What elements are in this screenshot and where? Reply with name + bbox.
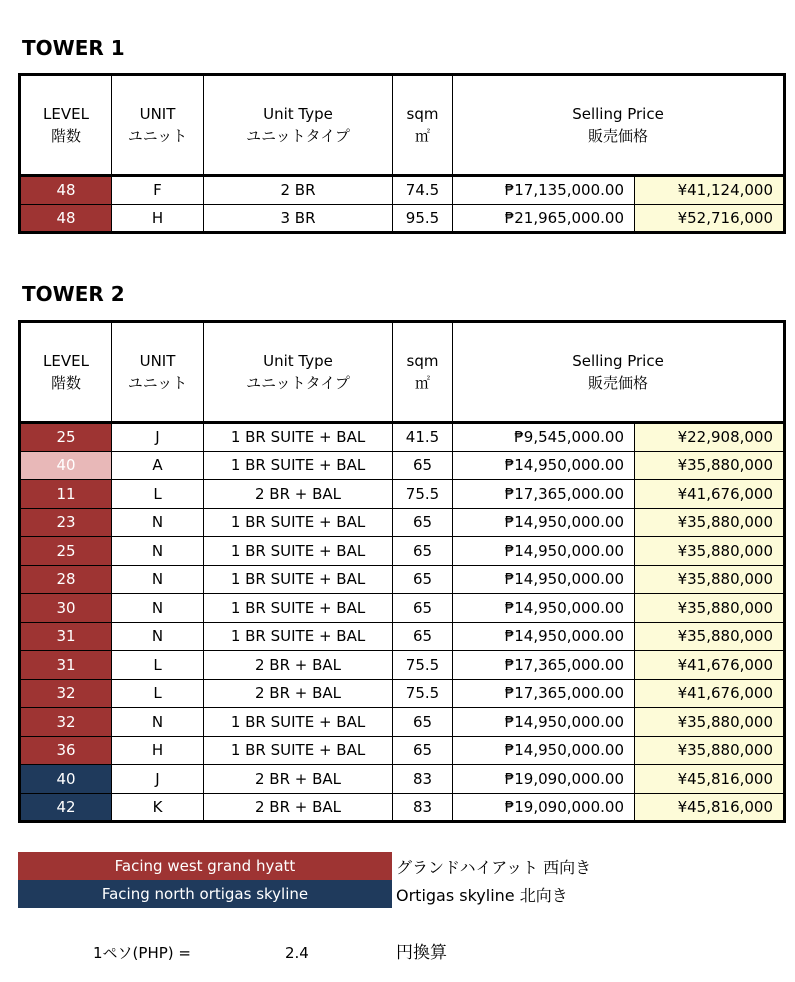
- peso-price-cell: ₱14,950,000.00: [453, 537, 635, 566]
- table-row: [20, 565, 785, 594]
- table-row: [20, 480, 785, 509]
- sqm-cell: 83: [393, 793, 453, 822]
- level-cell: 25: [20, 537, 112, 566]
- unit-cell: K: [112, 793, 204, 822]
- exchange-rate-suffix: 円換算: [396, 943, 447, 963]
- legend-north-swatch: Facing north ortigas skyline: [18, 880, 392, 908]
- level-cell: 31: [20, 622, 112, 651]
- peso-price-cell: ₱19,090,000.00: [453, 793, 635, 822]
- unit-cell: N: [112, 508, 204, 537]
- unit-cell: L: [112, 651, 204, 680]
- table-row: [20, 651, 785, 680]
- yen-price-cell: ¥35,880,000: [635, 622, 785, 651]
- level-header: LEVEL 階数: [20, 75, 112, 176]
- unit-type-cell: 2 BR + BAL: [204, 480, 393, 509]
- unit-cell: N: [112, 565, 204, 594]
- peso-price-cell: ₱17,365,000.00: [453, 480, 635, 509]
- unit-type-header: Unit Type ユニットタイプ: [204, 322, 393, 423]
- sqm-cell: 95.5: [393, 204, 453, 233]
- unit-type-cell: 1 BR SUITE + BAL: [204, 508, 393, 537]
- peso-price-cell: ₱14,950,000.00: [453, 451, 635, 480]
- table-row: [20, 736, 785, 765]
- exchange-rate-value: 2.4: [285, 944, 309, 962]
- legend-west-swatch: Facing west grand hyatt: [18, 852, 392, 880]
- sqm-cell: 65: [393, 508, 453, 537]
- unit-header: UNIT ユニット: [112, 322, 204, 423]
- unit-type-cell: 1 BR SUITE + BAL: [204, 594, 393, 623]
- yen-price-cell: ¥41,124,000: [635, 176, 785, 205]
- unit-cell: L: [112, 480, 204, 509]
- sqm-cell: 74.5: [393, 176, 453, 205]
- peso-price-cell: ₱14,950,000.00: [453, 565, 635, 594]
- sqm-cell: 65: [393, 594, 453, 623]
- unit-type-cell: 1 BR SUITE + BAL: [204, 708, 393, 737]
- unit-type-cell: 1 BR SUITE + BAL: [204, 736, 393, 765]
- unit-type-cell: 1 BR SUITE + BAL: [204, 565, 393, 594]
- table-row: [20, 451, 785, 480]
- unit-type-cell: 1 BR SUITE + BAL: [204, 451, 393, 480]
- unit-cell: H: [112, 736, 204, 765]
- level-cell: 32: [20, 679, 112, 708]
- unit-type-cell: 1 BR SUITE + BAL: [204, 423, 393, 452]
- level-cell: 40: [20, 451, 112, 480]
- unit-cell: A: [112, 451, 204, 480]
- table-row: [20, 679, 785, 708]
- unit-type-cell: 2 BR + BAL: [204, 679, 393, 708]
- level-cell: 31: [20, 651, 112, 680]
- sqm-cell: 65: [393, 537, 453, 566]
- legend-west-jp: グランドハイアット 西向き: [396, 857, 592, 877]
- unit-cell: F: [112, 176, 204, 205]
- yen-price-cell: ¥35,880,000: [635, 736, 785, 765]
- level-cell: 42: [20, 793, 112, 822]
- level-cell: 11: [20, 480, 112, 509]
- unit-cell: L: [112, 679, 204, 708]
- peso-price-cell: ₱14,950,000.00: [453, 622, 635, 651]
- unit-type-header: Unit Type ユニットタイプ: [204, 75, 393, 176]
- header-row: [20, 75, 785, 176]
- tower-1-title: TOWER 1: [22, 36, 125, 60]
- level-cell: 48: [20, 176, 112, 205]
- level-cell: 25: [20, 423, 112, 452]
- peso-price-cell: ₱21,965,000.00: [453, 204, 635, 233]
- yen-price-cell: ¥52,716,000: [635, 204, 785, 233]
- tower-1-table: [18, 73, 786, 234]
- unit-type-cell: 2 BR: [204, 176, 393, 205]
- level-cell: 40: [20, 765, 112, 794]
- unit-header: UNIT ユニット: [112, 75, 204, 176]
- level-cell: 36: [20, 736, 112, 765]
- unit-cell: N: [112, 594, 204, 623]
- unit-type-cell: 2 BR + BAL: [204, 651, 393, 680]
- yen-price-cell: ¥35,880,000: [635, 594, 785, 623]
- table-row: [20, 793, 785, 822]
- table-row: [20, 708, 785, 737]
- sqm-cell: 65: [393, 451, 453, 480]
- peso-price-cell: ₱14,950,000.00: [453, 594, 635, 623]
- legend-north: [18, 880, 568, 908]
- sqm-cell: 75.5: [393, 651, 453, 680]
- table-row: [20, 537, 785, 566]
- selling-price-header: Selling Price 販売価格: [453, 75, 785, 176]
- peso-price-cell: ₱14,950,000.00: [453, 736, 635, 765]
- sqm-cell: 83: [393, 765, 453, 794]
- yen-price-cell: ¥35,880,000: [635, 508, 785, 537]
- table-row: [20, 204, 785, 233]
- table-row: [20, 176, 785, 205]
- unit-type-cell: 1 BR SUITE + BAL: [204, 622, 393, 651]
- peso-price-cell: ₱19,090,000.00: [453, 765, 635, 794]
- unit-type-cell: 3 BR: [204, 204, 393, 233]
- sqm-cell: 41.5: [393, 423, 453, 452]
- unit-type-cell: 2 BR + BAL: [204, 793, 393, 822]
- level-cell: 28: [20, 565, 112, 594]
- yen-price-cell: ¥35,880,000: [635, 537, 785, 566]
- level-cell: 32: [20, 708, 112, 737]
- unit-cell: J: [112, 423, 204, 452]
- yen-price-cell: ¥35,880,000: [635, 451, 785, 480]
- level-cell: 23: [20, 508, 112, 537]
- unit-cell: N: [112, 708, 204, 737]
- yen-price-cell: ¥41,676,000: [635, 679, 785, 708]
- unit-cell: N: [112, 622, 204, 651]
- level-cell: 48: [20, 204, 112, 233]
- legend-west: [18, 852, 591, 880]
- unit-type-cell: 2 BR + BAL: [204, 765, 393, 794]
- yen-price-cell: ¥41,676,000: [635, 651, 785, 680]
- peso-price-cell: ₱14,950,000.00: [453, 708, 635, 737]
- level-cell: 30: [20, 594, 112, 623]
- header-row: [20, 322, 785, 423]
- peso-price-cell: ₱17,135,000.00: [453, 176, 635, 205]
- yen-price-cell: ¥22,908,000: [635, 423, 785, 452]
- tower-2-table: [18, 320, 786, 823]
- peso-price-cell: ₱17,365,000.00: [453, 651, 635, 680]
- sqm-cell: 65: [393, 622, 453, 651]
- sqm-cell: 65: [393, 708, 453, 737]
- unit-cell: J: [112, 765, 204, 794]
- yen-price-cell: ¥45,816,000: [635, 793, 785, 822]
- tower-2-title: TOWER 2: [22, 282, 125, 306]
- table-row: [20, 508, 785, 537]
- level-header: LEVEL 階数: [20, 322, 112, 423]
- yen-price-cell: ¥35,880,000: [635, 565, 785, 594]
- table-row: [20, 594, 785, 623]
- peso-price-cell: ₱17,365,000.00: [453, 679, 635, 708]
- unit-cell: H: [112, 204, 204, 233]
- exchange-rate-label: 1ペソ(PHP) =: [93, 944, 191, 962]
- yen-price-cell: ¥41,676,000: [635, 480, 785, 509]
- sqm-cell: 65: [393, 736, 453, 765]
- peso-price-cell: ₱14,950,000.00: [453, 508, 635, 537]
- selling-price-header: Selling Price 販売価格: [453, 322, 785, 423]
- table-row: [20, 622, 785, 651]
- sqm-cell: 65: [393, 565, 453, 594]
- unit-cell: N: [112, 537, 204, 566]
- unit-type-cell: 1 BR SUITE + BAL: [204, 537, 393, 566]
- yen-price-cell: ¥45,816,000: [635, 765, 785, 794]
- sqm-cell: 75.5: [393, 679, 453, 708]
- table-row: [20, 765, 785, 794]
- table-row: [20, 423, 785, 452]
- legend-north-jp: Ortigas skyline 北向き: [396, 885, 568, 905]
- sqm-header: sqm ㎡: [393, 75, 453, 176]
- sqm-header: sqm ㎡: [393, 322, 453, 423]
- peso-price-cell: ₱9,545,000.00: [453, 423, 635, 452]
- sqm-cell: 75.5: [393, 480, 453, 509]
- yen-price-cell: ¥35,880,000: [635, 708, 785, 737]
